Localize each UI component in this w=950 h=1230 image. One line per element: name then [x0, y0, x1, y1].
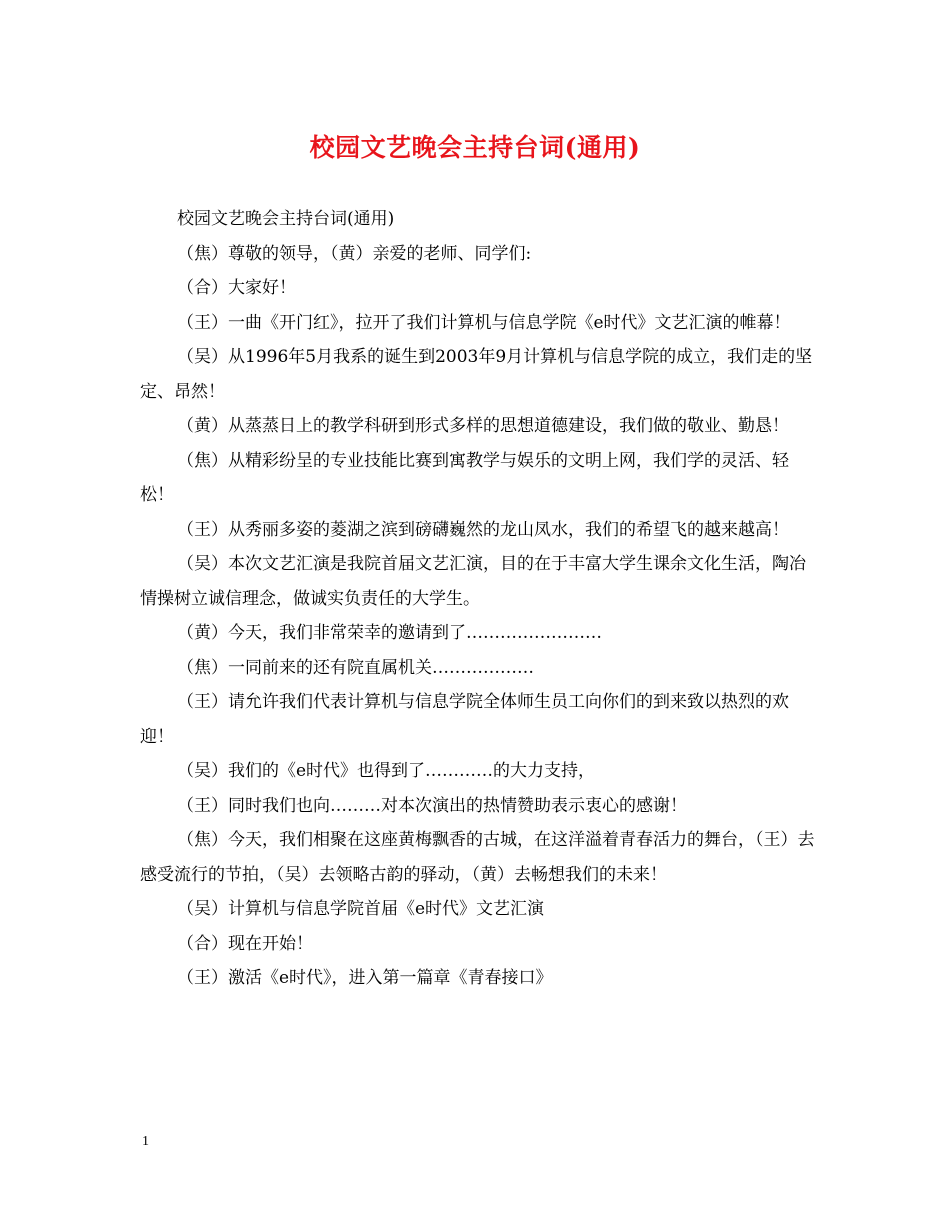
paragraph: （焦）尊敬的领导，（黄）亲爱的老师、同学们: — [177, 243, 532, 264]
paragraph: （黄）今天，我们非常荣幸的邀请到了…………………… — [177, 623, 602, 643]
paragraph: （王）从秀丽多姿的菱湖之滨到磅礴巍然的龙山凤水，我们的希望飞的越来越高！ — [177, 519, 789, 540]
paragraph: （黄）从蒸蒸日上的教学科研到形式多样的思想道德建设，我们做的敬业、勤恳！ — [177, 416, 789, 436]
paragraph: （焦）一同前来的还有院直属机关……………… — [177, 657, 534, 678]
paragraph: （吴）计算机与信息学院首届《e时代》文艺汇演 — [177, 899, 545, 919]
paragraph: （王）激活《e时代》，进入第一篇章《青春接口》 — [177, 968, 553, 988]
paragraph: 校园文艺晚会主持台词(通用) — [177, 209, 395, 229]
page-number: 1 — [142, 1134, 149, 1149]
paragraph: （合）大家好！ — [177, 278, 296, 298]
document-body — [140, 202, 820, 996]
paragraph: （吴）本次文艺汇演是我院首届文艺汇演，目的在于丰富大学生课余文化生活，陶冶情操树立诚信理念，做诚实负责任的大学生。 — [140, 554, 806, 609]
paragraph: （王）一曲《开门红》，拉开了我们计算机与信息学院《e时代》文艺汇演的帷幕！ — [177, 312, 791, 333]
paragraph: （吴）我们的《e时代》也得到了…………的大力支持， — [177, 761, 596, 781]
paragraph: （王）同时我们也向………对本次演出的热情赞助表示衷心的感谢！ — [177, 795, 687, 816]
paragraph: （王）请允许我们代表计算机与信息学院全体师生员工向你们的到来致以热烈的欢迎！ — [140, 692, 789, 747]
paragraph: （吴）从1996年5月我系的诞生到2003年9月计算机与信息学院的成立，我们走的坚定、昂然！ — [140, 347, 813, 402]
paragraph: （焦）今天，我们相聚在这座黄梅飘香的古城，在这洋溢着青春活力的舞台，（王）去感受流行的节拍，（吴）去领略古韵的驿动，（黄）去畅想我们的未来！ — [140, 830, 815, 885]
paragraph: （焦）从精彩纷呈的专业技能比赛到寓教学与娱乐的文明上网，我们学的灵活、轻松！ — [140, 450, 789, 505]
paragraph: （合）现在开始！ — [177, 933, 313, 954]
document-title: 校园文艺晚会主持台词(通用) — [309, 133, 641, 162]
